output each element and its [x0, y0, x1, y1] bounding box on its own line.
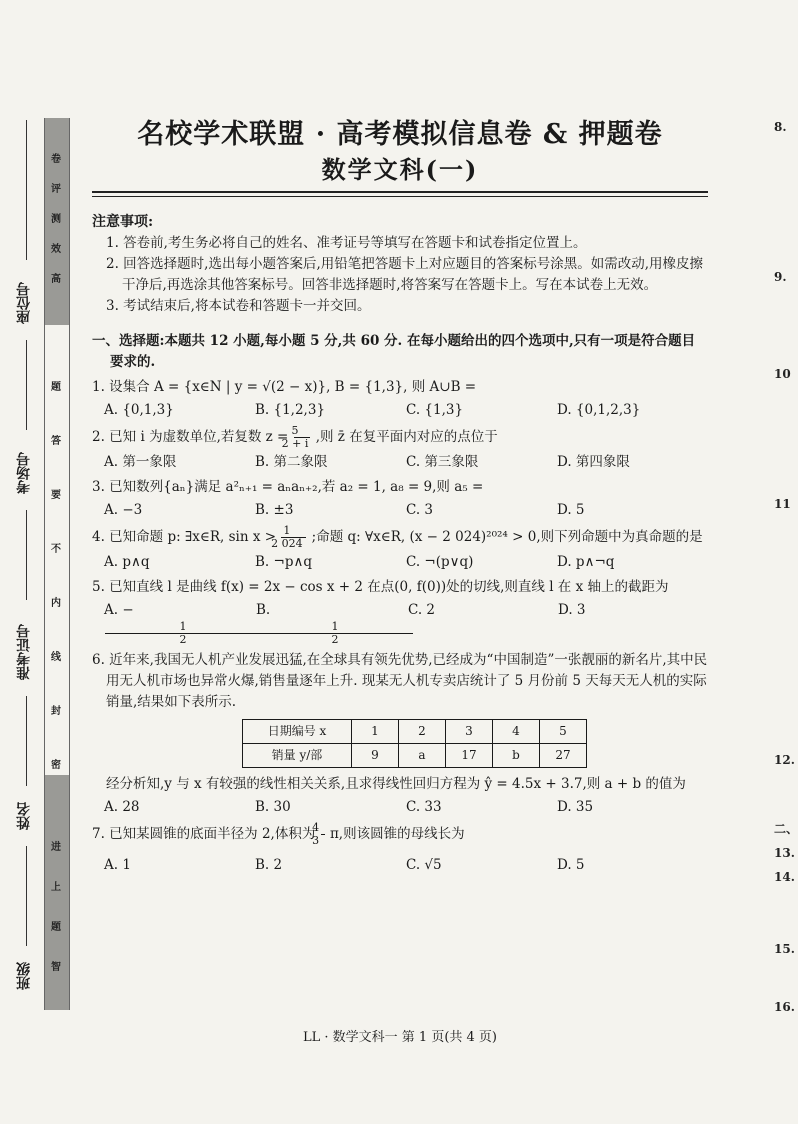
option-b: B. {1,2,3} — [255, 402, 326, 418]
binding-strip-char: 评 — [51, 184, 61, 195]
fraction — [271, 524, 306, 550]
table-cell: 4 — [493, 720, 540, 744]
binding-strip-char: 卷 — [51, 154, 61, 165]
side-line — [26, 846, 27, 946]
question-stem: 3. 已知数列{aₙ}满足 a²ₙ₊₁ = aₙaₙ₊₂,若 a₂ = 1, a₈ = 9,则 a₅ = — [92, 479, 484, 495]
option-a: A. p∧q — [104, 554, 150, 570]
option-b: B. ±3 — [255, 502, 294, 518]
binding-strip-char: 测 — [51, 214, 61, 225]
denominator: 3 — [312, 834, 320, 847]
stem-text: ;命题 q: ∀x∈R, (x − 2 024)²⁰²⁴ > 0,则下列命题中为真命题的是 — [311, 529, 703, 545]
question-3 — [92, 477, 708, 521]
binding-strip-char: 智 — [51, 962, 61, 973]
notice-list — [92, 233, 708, 317]
fraction — [257, 621, 409, 646]
option-b: B. 30 — [255, 799, 291, 815]
option-d: D. 第四象限 — [557, 454, 630, 470]
exam-title: 名校学术联盟 · 高考模拟信息卷 & 押题卷 — [137, 119, 663, 150]
question-stem — [92, 525, 708, 550]
margin-number: 13. — [774, 846, 795, 860]
exam-body — [92, 208, 708, 878]
option-d: D. 35 — [557, 799, 594, 815]
binding-strip-char: 题 — [51, 922, 61, 933]
notice-item: 3. 考试结束后,将本试卷和答题卡一并交回。 — [106, 298, 371, 314]
denominator: 2 024 — [271, 537, 303, 550]
header-rule — [92, 191, 708, 197]
notice-item: 1. 答卷前,考生务必将自己的姓名、准考证号等填写在答题卡和试卷指定位置上。 — [106, 235, 587, 251]
option-b: B. ¬p∧q — [255, 554, 312, 570]
binding-strip-char: 进 — [51, 842, 61, 853]
question-2 — [92, 425, 708, 473]
binding-strip-char: 题 — [51, 382, 61, 393]
numerator: 1 — [281, 525, 306, 538]
binding-strip-char: 上 — [51, 882, 61, 893]
binding-strip-char: 答 — [51, 436, 61, 447]
option-a: A. −3 — [104, 502, 143, 518]
name-label: 姓名 — [16, 802, 32, 830]
exam-subtitle: 数学文科(一) — [321, 155, 479, 184]
option-c: C. √5 — [406, 857, 442, 873]
side-line — [26, 696, 27, 786]
option-a: A. 1 — [104, 857, 131, 873]
stem-text: ,则 z̄ 在复平面内对应的点位于 — [315, 429, 498, 445]
option-a: A. {0,1,3} — [104, 402, 174, 418]
side-line — [26, 340, 27, 430]
section-heading: 一、选择题:本题共 12 小题,每小题 5 分,共 60 分. 在每小题给出的四个选项中,只有一项是符合题目要求的. — [92, 333, 696, 370]
denominator: 2 + i — [281, 437, 309, 450]
table-cell: 2 — [399, 720, 446, 744]
notice-item: 2. 回答选择题时,选出每小题答案后,用铅笔把答题卡上对应题目的答案标号涂黑。如需改动,用橡皮擦干净后,再选涂其他答案标号。回答非选择题时,将答案写在答题卡上。写在本试卷上无效。 — [106, 256, 704, 293]
table-cell: 17 — [446, 744, 493, 768]
option-b: B. 第二象限 — [255, 454, 328, 470]
numerator: 1 — [105, 621, 261, 634]
option-d: D. 5 — [557, 502, 585, 518]
binding-strip-char: 内 — [51, 598, 61, 609]
binding-strip-char: 效 — [51, 244, 61, 255]
binding-strip-char: 高 — [51, 274, 61, 285]
margin-number: 15. — [774, 942, 795, 956]
option-a: A. 第一象限 — [104, 454, 177, 470]
fraction — [105, 621, 257, 646]
question-1 — [92, 377, 708, 421]
margin-number: 12. — [774, 753, 795, 767]
options — [104, 400, 708, 421]
question-stem-continued: 经分析知,y 与 x 有较强的线性相关关系,且求得线性回归方程为 ŷ = 4.5x + 3.7,则 a + b 的值为 — [106, 776, 686, 792]
stem-text: 7. 已知某圆锥的底面半径为 2,体积为 — [92, 826, 316, 842]
option-label: A. − — [104, 602, 134, 618]
table-cell: 27 — [540, 744, 587, 768]
table-cell: 5 — [540, 720, 587, 744]
class-label: 班级 — [16, 962, 32, 990]
binding-strip-char: 线 — [51, 652, 61, 663]
binding-strip-char: 密 — [51, 760, 61, 771]
binding-strip-char: 不 — [51, 544, 61, 555]
sales-table — [242, 719, 587, 768]
page-footer: LL · 数学文科一 第 1 页(共 4 页) — [302, 1030, 497, 1045]
notice-heading: 注意事项: — [92, 214, 154, 230]
option-c: C. 第三象限 — [406, 454, 479, 470]
margin-number: 14. — [774, 870, 795, 884]
question-6 — [92, 650, 708, 818]
question-5 — [92, 577, 708, 646]
numerator: 5 — [294, 425, 311, 438]
admission-number-label: 准考证号 — [16, 624, 32, 680]
table-cell: 3 — [446, 720, 493, 744]
question-stem: 6. 近年来,我国无人机产业发展迅猛,在全球具有领先优势,已经成为“中国制造”一张靓丽的新名片,其中民用无人机市场也异常火爆,销售量逐年上升. 现某无人机专卖店统计了 5 月份前 5 天每天无人机的实际销量,结果如下表所示. — [92, 652, 708, 710]
table-cell: b — [493, 744, 540, 768]
table-row — [243, 744, 587, 768]
options — [104, 500, 708, 521]
margin-number: 10 — [774, 367, 791, 381]
question-stem: 5. 已知直线 l 是曲线 f(x) = 2x − cos x + 2 在点(0, f(0))处的切线,则直线 l 在 x 轴上的截距为 — [92, 579, 669, 595]
exam-room-label: 考场号 — [16, 452, 32, 494]
fraction — [312, 821, 325, 847]
question-stem — [92, 425, 708, 450]
option-label: B. — [256, 602, 271, 618]
side-line — [26, 120, 27, 260]
option-a — [104, 600, 256, 646]
binding-strip-char: 要 — [51, 490, 61, 501]
option-d: D. 3 — [558, 602, 586, 618]
numerator: 1 — [257, 621, 413, 634]
table-row — [243, 720, 587, 744]
table-cell: 9 — [352, 744, 399, 768]
numerator: 4 — [321, 822, 325, 835]
option-b — [256, 600, 408, 646]
option-a: A. 28 — [104, 799, 140, 815]
margin-number: 11 — [774, 497, 791, 511]
table-row-label: 销量 y/部 — [243, 744, 352, 768]
option-c: C. {1,3} — [406, 402, 464, 418]
margin-number: 8. — [774, 120, 787, 134]
denominator: 2 — [179, 633, 187, 646]
options — [104, 600, 708, 646]
option-c: C. ¬(p∨q) — [406, 554, 474, 570]
option-c: C. 33 — [406, 799, 442, 815]
option-c: C. 3 — [406, 502, 434, 518]
seat-number-label: 座位号 — [16, 282, 32, 324]
option-d: D. {0,1,2,3} — [557, 402, 641, 418]
question-stem: 1. 设集合 A = {x∈N | y = √(2 − x)}, B = {1,3}, 则 A∪B = — [92, 379, 477, 395]
stem-text: 4. 已知命题 p: ∃x∈R, sin x > — [92, 529, 277, 545]
options — [104, 797, 708, 818]
question-7 — [92, 822, 708, 876]
margin-number: 二、 — [774, 822, 798, 836]
denominator: 2 — [331, 633, 339, 646]
table-row-label: 日期编号 x — [243, 720, 352, 744]
margin-number: 9. — [774, 270, 787, 284]
option-d: D. p∧¬q — [557, 554, 615, 570]
stem-text: 2. 已知 i 为虚数单位,若复数 z = — [92, 429, 289, 445]
stem-text: π,则该圆锥的母线长为 — [329, 826, 465, 842]
option-b: B. 2 — [255, 857, 283, 873]
options — [104, 855, 708, 876]
table-cell: a — [399, 744, 446, 768]
question-4 — [92, 525, 708, 573]
option-d: D. 5 — [557, 857, 585, 873]
margin-number: 16. — [774, 1000, 795, 1014]
side-line — [26, 510, 27, 600]
fraction — [281, 424, 311, 450]
question-stem — [92, 822, 708, 847]
options — [104, 452, 708, 473]
options — [104, 552, 708, 573]
binding-strip-char: 封 — [51, 706, 61, 717]
option-c: C. 2 — [408, 602, 436, 618]
table-cell: 1 — [352, 720, 399, 744]
